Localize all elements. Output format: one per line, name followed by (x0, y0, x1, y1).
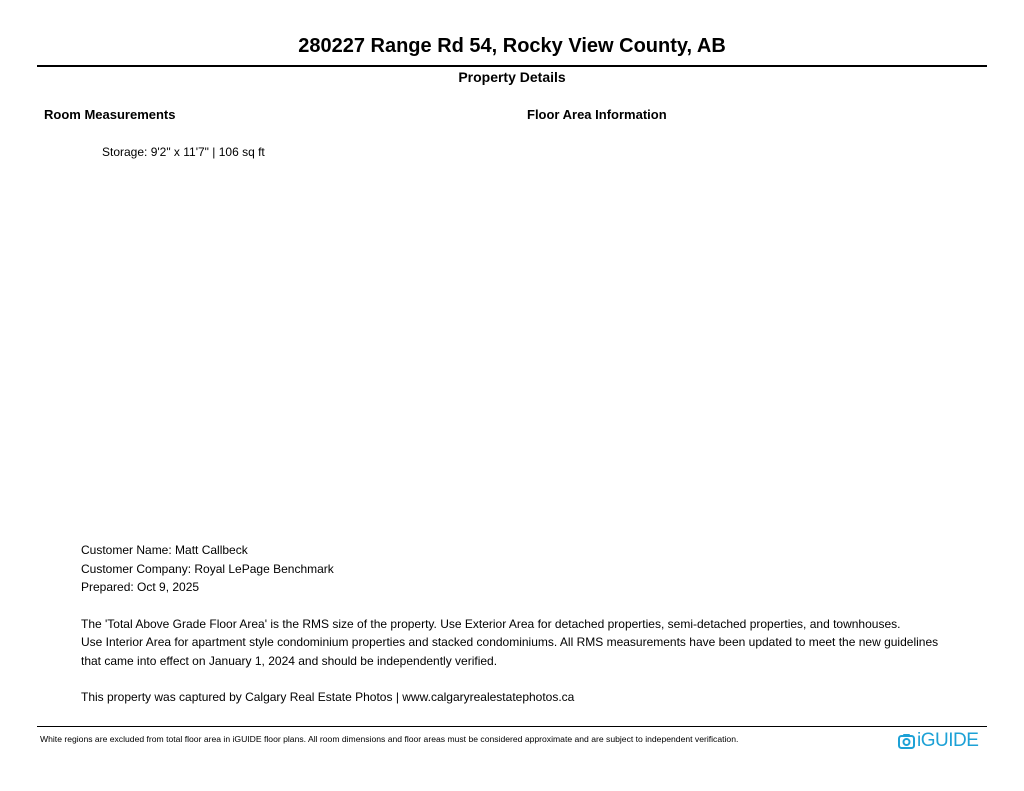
prepared-date: Prepared: Oct 9, 2025 (81, 580, 200, 594)
camera-icon (898, 733, 915, 750)
customer-name: Customer Name: Matt Callbeck (81, 543, 248, 557)
spacer (81, 670, 938, 688)
iguide-logo (898, 730, 978, 752)
rms-note-line-3: that came into effect on January 1, 2024 and should be independently verified. (81, 653, 498, 668)
customer-company: Customer Company: Royal LePage Benchmark (81, 561, 334, 576)
page-subtitle: Property Details (458, 69, 566, 85)
room-measurement-item: Storage: 9'2" x 11'7" | 106 sq ft (102, 145, 265, 159)
customer-info-block (81, 541, 938, 707)
header-divider (37, 65, 987, 67)
rms-note-line-2: Use Interior Area for apartment style condominium properties and stacked condominiums. All RMS measurements have been updated to meet the new guidelines (81, 635, 939, 649)
room-measurements-heading: Room Measurements (44, 107, 176, 122)
footer-disclaimer: White regions are excluded from total floor area in iGUIDE floor plans. All room dimensions and floor areas must be considered approximate and are subject to independent verification. (40, 734, 739, 744)
footer-divider (37, 726, 987, 727)
logo-wordmark: iGUIDE (917, 730, 979, 751)
rms-note-line-1: The 'Total Above Grade Floor Area' is the RMS size of the property. Use Exterior Area for detached properties, semi-detached properties, and townhouses. (81, 616, 901, 631)
page-title: 280227 Range Rd 54, Rocky View County, AB (298, 35, 726, 57)
spacer (81, 597, 938, 615)
captured-by-line: This property was captured by Calgary Real Estate Photos | www.calgaryrealestatephotos.ca (81, 690, 575, 704)
floor-area-heading: Floor Area Information (527, 107, 667, 122)
